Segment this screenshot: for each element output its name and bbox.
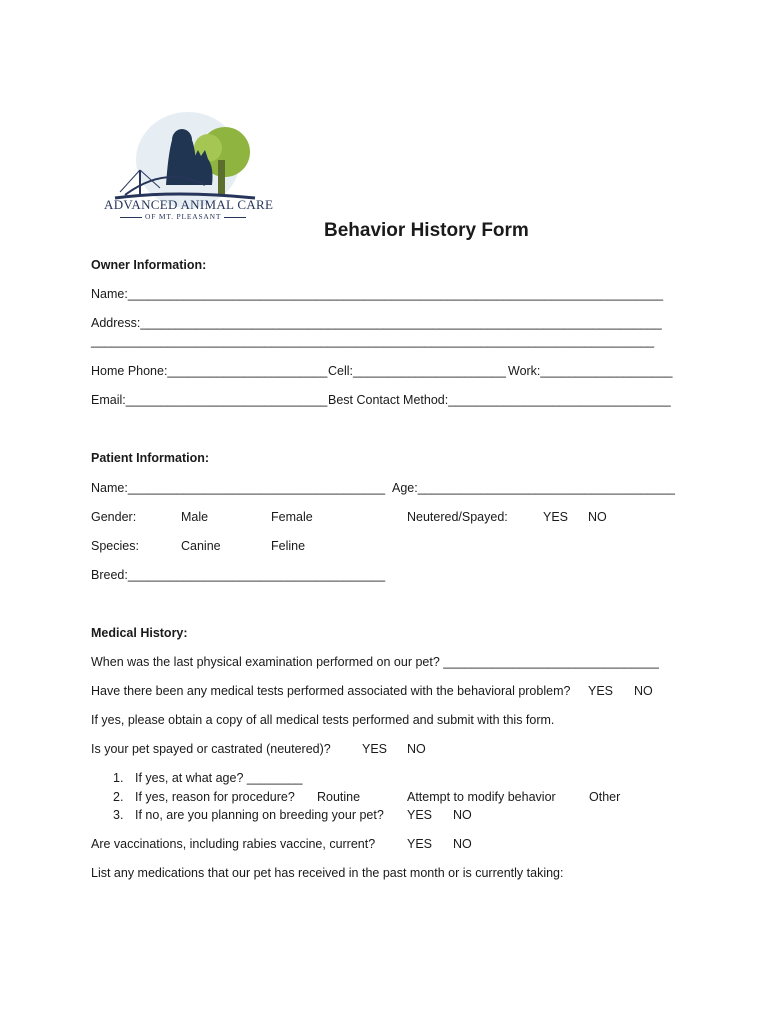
- vaccination-yes-option[interactable]: YES: [407, 837, 433, 851]
- medical-heading: Medical History:: [91, 626, 188, 640]
- logo-sub: OF MT. PLEASANT: [145, 212, 222, 221]
- owner-address-field[interactable]: Address:___________________________________________________________________________: [91, 316, 662, 330]
- reason-behavior-option[interactable]: Attempt to modify behavior: [407, 790, 556, 804]
- reason-routine-option[interactable]: Routine: [317, 790, 361, 804]
- vaccination-no-option[interactable]: NO: [453, 837, 472, 851]
- work-field[interactable]: Work:___________________: [508, 364, 673, 378]
- species-label: Species:: [91, 539, 139, 553]
- neutered-label: Neutered/Spayed:: [407, 510, 508, 524]
- spayed-no-option[interactable]: NO: [407, 742, 426, 756]
- page-title: Behavior History Form: [324, 220, 529, 241]
- list-item-number: 2.: [113, 790, 124, 804]
- logo-divider-right: [224, 217, 246, 218]
- last-exam-question[interactable]: When was the last physical examination performed on our pet? _______________________________: [91, 655, 659, 669]
- vaccination-question: Are vaccinations, including rabies vaccine, current?: [91, 837, 376, 851]
- home-phone-field[interactable]: Home Phone:_______________________: [91, 364, 328, 378]
- list-item-text: If yes, at what age? ________: [135, 771, 303, 785]
- list-item-number: 1.: [113, 771, 124, 785]
- patient-heading: Patient Information:: [91, 451, 210, 465]
- owner-address-line2[interactable]: _________________________________________________________________________________: [91, 334, 655, 348]
- best-contact-field[interactable]: Best Contact Method:________________________________: [328, 393, 671, 407]
- gender-female-option[interactable]: Female: [271, 510, 313, 524]
- list-item-text: If yes, reason for procedure?: [135, 790, 295, 804]
- email-field[interactable]: Email:_____________________________: [91, 393, 328, 407]
- cell-field[interactable]: Cell:______________________: [328, 364, 506, 378]
- breeding-no-option[interactable]: NO: [453, 808, 472, 822]
- logo-name: ADVANCED ANIMAL CARE: [104, 197, 274, 212]
- medical-tests-question: Have there been any medical tests performed associated with the behavioral problem?: [91, 684, 571, 698]
- species-canine-option[interactable]: Canine: [181, 539, 221, 553]
- gender-male-option[interactable]: Male: [181, 510, 209, 524]
- list-item: [113, 808, 384, 822]
- breeding-yes-option[interactable]: YES: [407, 808, 433, 822]
- owner-name-field[interactable]: Name:_____________________________________________________________________________: [91, 287, 664, 301]
- patient-age-field[interactable]: Age:_____________________________________: [392, 481, 675, 495]
- spayed-question: Is your pet spayed or castrated (neutered)?: [91, 742, 331, 756]
- gender-label: Gender:: [91, 510, 137, 524]
- list-item-text: If no, are you planning on breeding your pet?: [135, 808, 384, 822]
- medications-question: List any medications that our pet has received in the past month or is currently taking:: [91, 866, 564, 880]
- medical-tests-instruction: If yes, please obtain a copy of all medical tests performed and submit with this form.: [91, 713, 555, 727]
- patient-name-field[interactable]: Name:_____________________________________: [91, 481, 386, 495]
- list-item-number: 3.: [113, 808, 124, 822]
- owner-heading: Owner Information:: [91, 258, 207, 272]
- medical-tests-no-option[interactable]: NO: [634, 684, 653, 698]
- medical-tests-yes-option[interactable]: YES: [588, 684, 614, 698]
- logo-divider-left: [120, 217, 142, 218]
- list-item: [113, 790, 295, 804]
- neutered-yes-option[interactable]: YES: [543, 510, 569, 524]
- species-feline-option[interactable]: Feline: [271, 539, 306, 553]
- breed-field[interactable]: Breed:_____________________________________: [91, 568, 386, 582]
- list-item[interactable]: [113, 771, 303, 785]
- spayed-yes-option[interactable]: YES: [362, 742, 388, 756]
- reason-other-option[interactable]: Other: [589, 790, 621, 804]
- neutered-no-option[interactable]: NO: [588, 510, 607, 524]
